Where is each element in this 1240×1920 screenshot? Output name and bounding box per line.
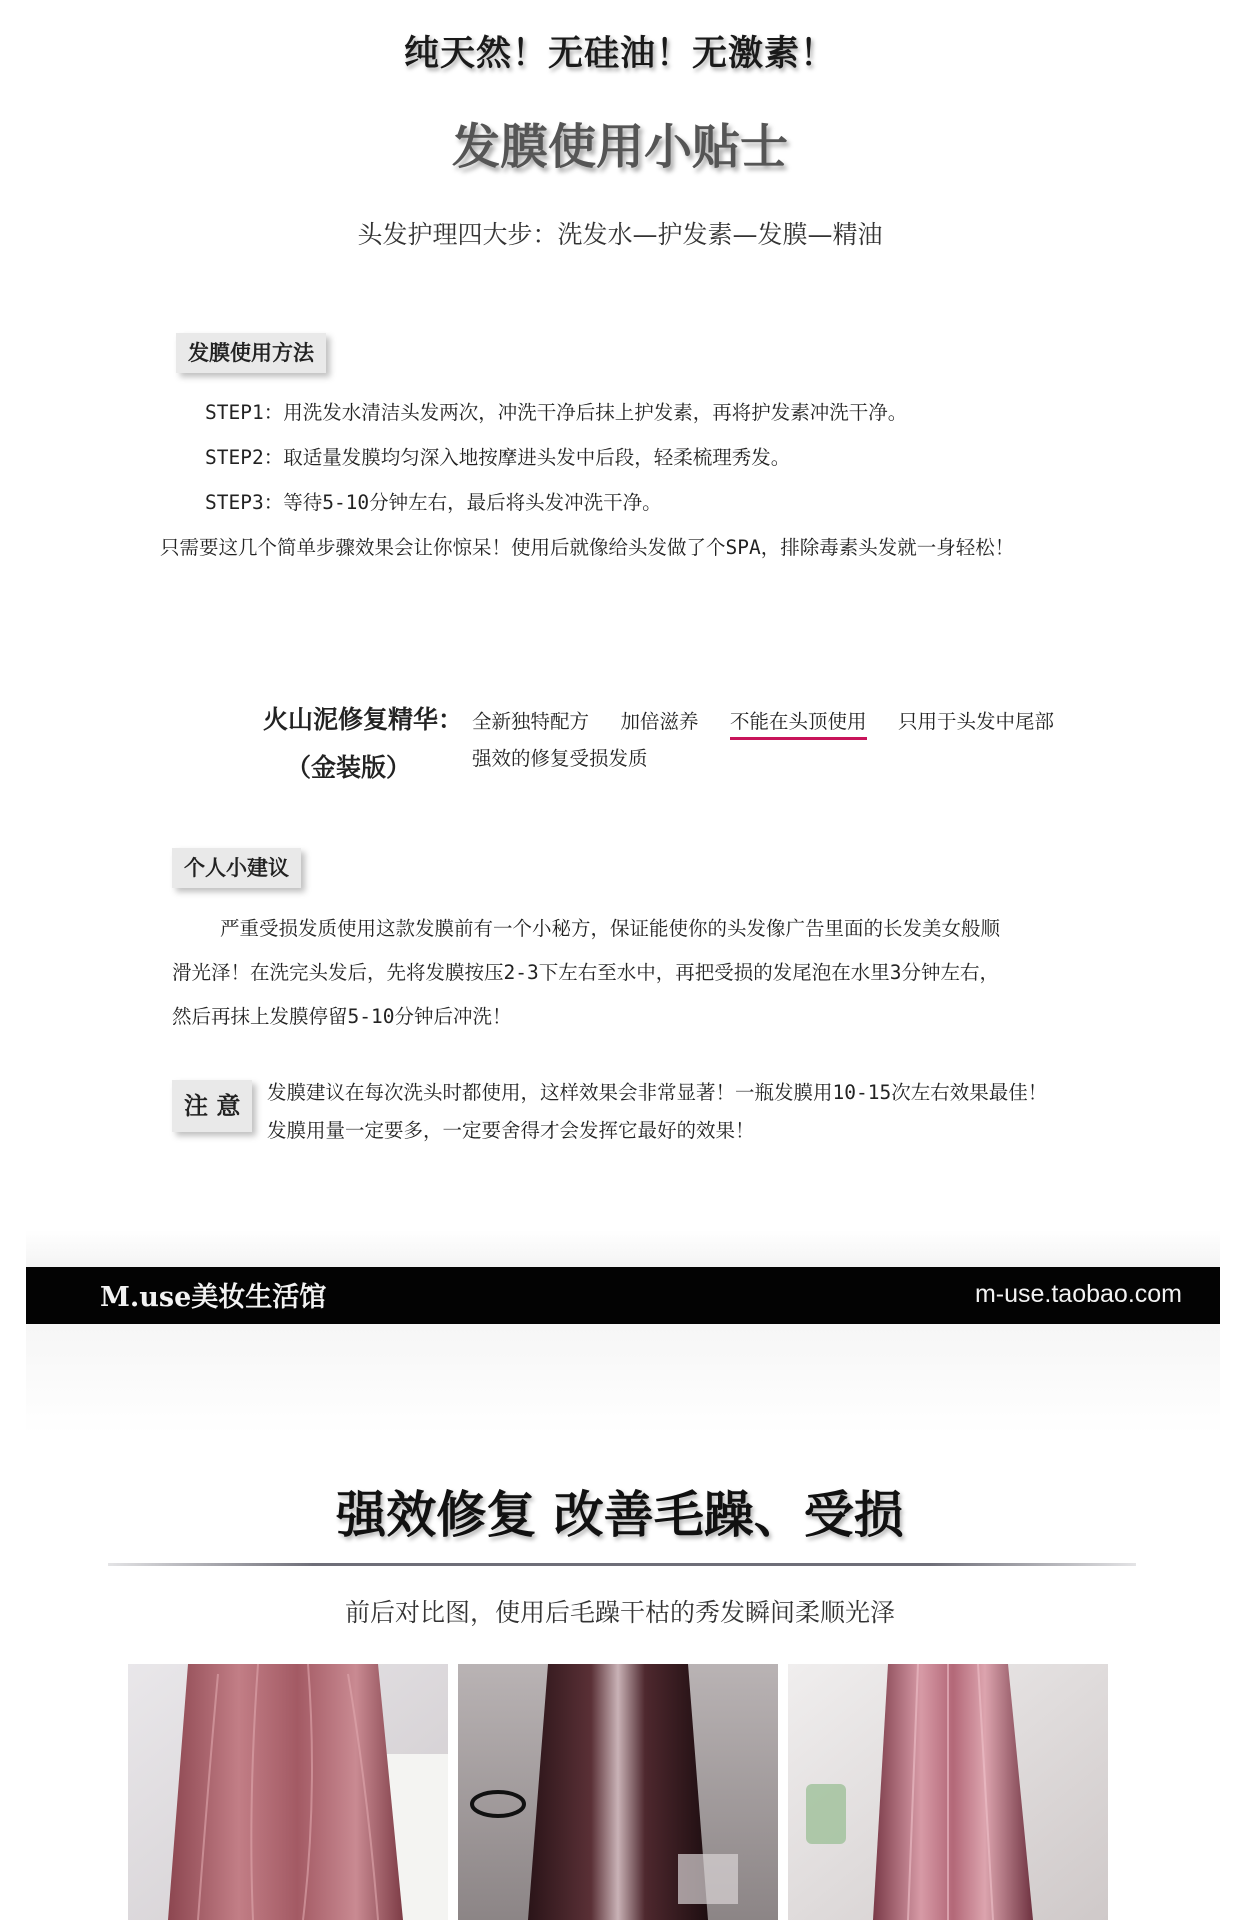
advice-label: 个人小建议 — [172, 848, 301, 888]
warning-not-scalp: 不能在头顶使用 — [730, 710, 867, 740]
banner-bottom-shade — [26, 1324, 1220, 1434]
banner-top-shade — [26, 1230, 1220, 1267]
feature-formula: 全新独特配方 — [472, 710, 590, 733]
step-3: STEP3：等待5-10分钟左右，最后将头发冲洗干净。 — [205, 491, 662, 514]
hair-closeup-photo — [458, 1664, 778, 1920]
usage-summary: 只需要这几个简单步骤效果会让你惊呆！使用后就像给头发做了个SPA，排除毒素头发就一身轻松！ — [160, 536, 1015, 559]
product-name: 火山泥修复精华： — [263, 705, 464, 734]
notice-label: 注 意 — [172, 1080, 252, 1132]
advice-line-1: 严重受损发质使用这款发膜前有一个小秘方，保证能使你的头发像广告里面的长发美女般顺 — [220, 917, 1001, 940]
notice-line-1: 发膜建议在每次洗头时都使用，这样效果会非常显著！一瓶发膜用10-15次左右效果最佳！ — [267, 1081, 1048, 1104]
page-title: 发膜使用小贴士 — [451, 119, 788, 175]
feature-ends-only: 只用于头发中尾部 — [898, 710, 1055, 733]
hair-before-photo — [128, 1664, 448, 1920]
advice-line-2: 滑光泽！在洗完头发后，先将发膜按压2-3下左右至水中，再把受损的发尾泡在水里3分钟左右， — [172, 961, 999, 984]
usage-label: 发膜使用方法 — [176, 333, 326, 373]
divider — [108, 1563, 1136, 1566]
care-steps-text: 头发护理四大步：洗发水—护发素—发膜—精油 — [357, 220, 883, 249]
comparison-caption: 前后对比图，使用后毛躁干枯的秀发瞬间柔顺光泽 — [344, 1598, 895, 1627]
slogan: 纯天然！无硅油！无激素！ — [403, 33, 836, 74]
advice-line-3: 然后再抹上发膜停留5-10分钟后冲洗！ — [172, 1005, 512, 1028]
product-features — [472, 706, 1054, 734]
feature-repair: 强效的修复受损发质 — [472, 747, 648, 770]
product-edition: （金装版） — [286, 753, 412, 782]
shop-url[interactable]: m-use.taobao.com — [974, 1280, 1182, 1308]
repair-headline: 强效修复 改善毛躁、受损 — [336, 1485, 904, 1544]
hair-after-photo — [788, 1664, 1108, 1920]
feature-nourish: 加倍滋养 — [620, 710, 699, 733]
notice-line-2: 发膜用量一定要多，一定要舍得才会发挥它最好的效果！ — [267, 1119, 755, 1142]
step-2: STEP2：取适量发膜均匀深入地按摩进头发中后段，轻柔梳理秀发。 — [205, 446, 791, 469]
brand-name: M.use美妆生活馆 — [100, 1282, 327, 1313]
step-1: STEP1：用洗发水清洁头发两次，冲洗干净后抹上护发素，再将护发素冲洗干净。 — [205, 401, 908, 424]
